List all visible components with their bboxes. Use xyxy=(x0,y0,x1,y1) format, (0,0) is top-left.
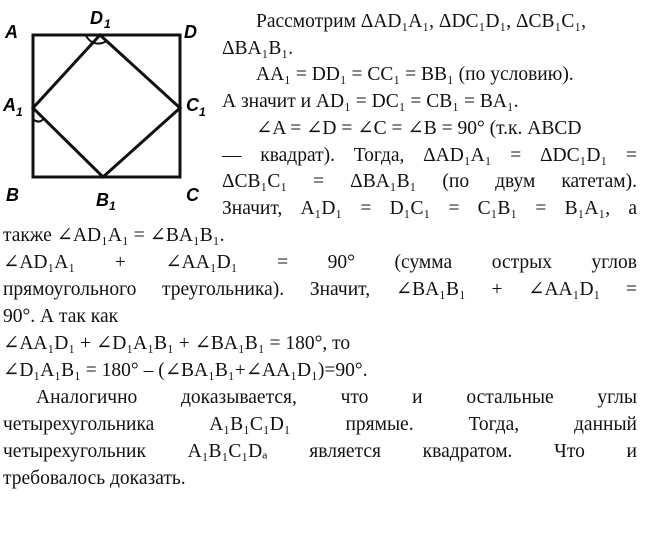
proof-line-13: ∠AA₁D₁ + ∠D₁A₁B₁ + ∠BA₁B₁ = 180°, то xyxy=(3,333,351,354)
square-diagram xyxy=(0,0,225,215)
label-d1: D xyxy=(90,8,103,28)
label-a1-sub: 1 xyxy=(16,105,23,119)
label-b1: B xyxy=(96,190,109,210)
proof-line-14: ∠D₁A₁B₁ = 180° – (∠BA₁B₁+∠AA₁D₁)=90°. xyxy=(3,360,368,381)
label-c1-sub: 1 xyxy=(199,105,206,119)
label-d: D xyxy=(184,22,197,42)
proof-line-18: требовалось доказать. xyxy=(3,468,186,489)
proof-line-9: также ∠AD₁A₁ = ∠BA₁B₁. xyxy=(3,225,225,246)
outer-square xyxy=(33,35,180,177)
proof-line-6: — квадрат). Тогда, ΔAD₁A₁ = ΔDC₁D₁ = xyxy=(222,145,637,166)
label-a1: A xyxy=(3,95,16,115)
label-d1-sub: 1 xyxy=(104,17,111,31)
proof-line-2: ΔBA₁B₁. xyxy=(222,38,294,59)
proof-line-11: прямоугольного треугольника). Значит, ∠BA₁B₁ + ∠AA₁D₁ = xyxy=(3,279,637,300)
proof-line-8: Значит, A₁D₁ = D₁C₁ = C₁B₁ = B₁A₁, а xyxy=(222,198,637,219)
proof-line-1: Рассмотрим ΔAD₁A₁, ΔDC₁D₁, ΔCB₁C₁, xyxy=(256,11,587,32)
proof-line-7: ΔCB₁C₁ = ΔBA₁B₁ (по двум катетам). xyxy=(222,171,637,192)
proof-line-3: AA₁ = DD₁ = CC₁ = BB₁ (по условию). xyxy=(256,64,574,85)
label-c: C xyxy=(186,185,199,205)
proof-line-10: ∠AD₁A₁ + ∠AA₁D₁ = 90° (сумма острых углов xyxy=(3,252,637,273)
label-a: A xyxy=(5,22,18,42)
label-b1-sub: 1 xyxy=(109,199,116,213)
label-c1: C xyxy=(186,95,199,115)
proof-line-16: четырехугольника A₁B₁C₁D₁ прямые. Тогда, данный xyxy=(3,414,637,435)
angle-arc-a1 xyxy=(34,118,44,122)
proof-line-12: 90°. А так как xyxy=(3,306,119,327)
inner-square xyxy=(33,35,180,177)
proof-line-15: Аналогично доказывается, что и остальные углы xyxy=(36,387,637,408)
proof-line-17: четырехугольник A₁B₁C₁Dₐ является квадратом. Что и xyxy=(3,441,637,462)
proof-line-4: А значит и AD₁ = DC₁ = CB₁ = BA₁. xyxy=(222,91,519,112)
label-b: B xyxy=(6,185,19,205)
proof-line-5: ∠A = ∠D = ∠C = ∠B = 90° (т.к. ABCD xyxy=(256,118,582,139)
